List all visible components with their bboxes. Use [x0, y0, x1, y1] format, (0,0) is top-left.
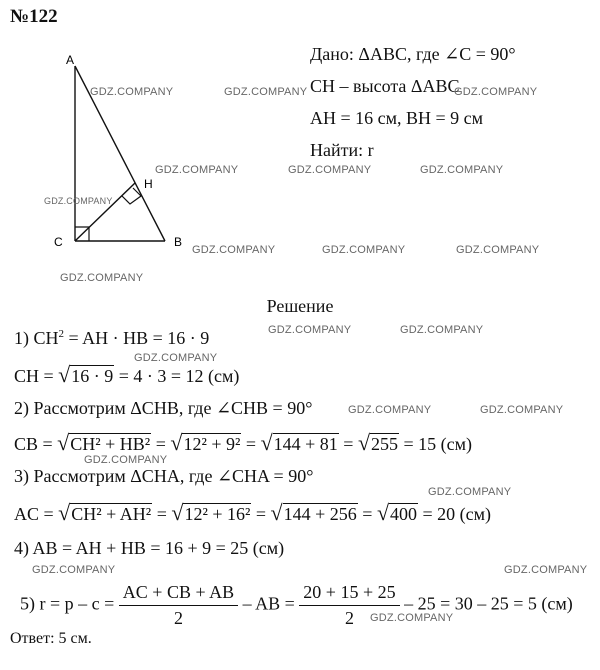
- given-line-1: Дано: ΔABC, где ∠C = 90°: [310, 44, 516, 64]
- step-2a: 2) Рассмотрим ΔCHB, где ∠CHB = 90°: [14, 398, 313, 418]
- watermark: GDZ.COMPANY: [288, 164, 372, 176]
- watermark: GDZ.COMPANY: [192, 244, 276, 256]
- step-2b: CB = √CH² + HB² = √12² + 9² = √144 + 81 = √255 = 15 (см): [14, 430, 473, 455]
- step-4: 4) AB = AH + HB = 16 + 9 = 25 (см): [14, 538, 285, 558]
- watermark: GDZ.COMPANY: [428, 486, 512, 498]
- given-line-2: CH – высота ΔABC: [310, 76, 460, 96]
- right-angle-h: [122, 188, 141, 204]
- watermark: GDZ.COMPANY: [44, 196, 113, 206]
- watermark: GDZ.COMPANY: [90, 86, 174, 98]
- watermark: GDZ.COMPANY: [155, 164, 239, 176]
- watermark: GDZ.COMPANY: [268, 324, 352, 336]
- step-1b: CH = √16 · 9 = 4 · 3 = 12 (см): [14, 362, 240, 387]
- step-3b: AC = √CH² + AH² = √12² + 16² = √144 + 256 = √400 = 20 (см): [14, 500, 492, 525]
- watermark: GDZ.COMPANY: [224, 86, 308, 98]
- given-line-3: AH = 16 см, BH = 9 см: [310, 108, 484, 128]
- step-1a: 1) $CH^2$ = AH · HB = 16 · 9: [14, 328, 210, 348]
- watermark: GDZ.COMPANY: [370, 612, 454, 624]
- vertex-b: B: [174, 235, 183, 249]
- vertex-h: H: [144, 177, 153, 191]
- watermark: GDZ.COMPANY: [480, 404, 564, 416]
- altitude-ch: [75, 183, 135, 241]
- watermark: GDZ.COMPANY: [504, 564, 588, 576]
- watermark: GDZ.COMPANY: [32, 564, 116, 576]
- watermark: GDZ.COMPANY: [454, 86, 538, 98]
- step-3a: 3) Рассмотрим ΔCHA, где ∠CHA = 90°: [14, 466, 314, 486]
- step-5: 5) r = p – c = $\frac{AC + CB + AB}{2}$ – AB = $\frac{20 + 15 + 25}{2}$ – 25 = 30 – 25 = 5 (см): [20, 582, 573, 628]
- watermark: GDZ.COMPANY: [134, 352, 218, 364]
- given-line-4: Найти: r: [310, 140, 374, 160]
- vertex-a: A: [66, 53, 75, 67]
- vertex-c: C: [54, 235, 63, 249]
- watermark: GDZ.COMPANY: [420, 164, 504, 176]
- watermark: GDZ.COMPANY: [322, 244, 406, 256]
- watermark: GDZ.COMPANY: [456, 244, 540, 256]
- watermark: GDZ.COMPANY: [400, 324, 484, 336]
- problem-number: №122: [10, 6, 58, 27]
- watermark: GDZ.COMPANY: [60, 272, 144, 284]
- watermark: GDZ.COMPANY: [348, 404, 432, 416]
- watermark: GDZ.COMPANY: [84, 454, 168, 466]
- answer: Ответ: 5 см.: [10, 630, 92, 647]
- solution-heading: Решение: [266, 296, 334, 316]
